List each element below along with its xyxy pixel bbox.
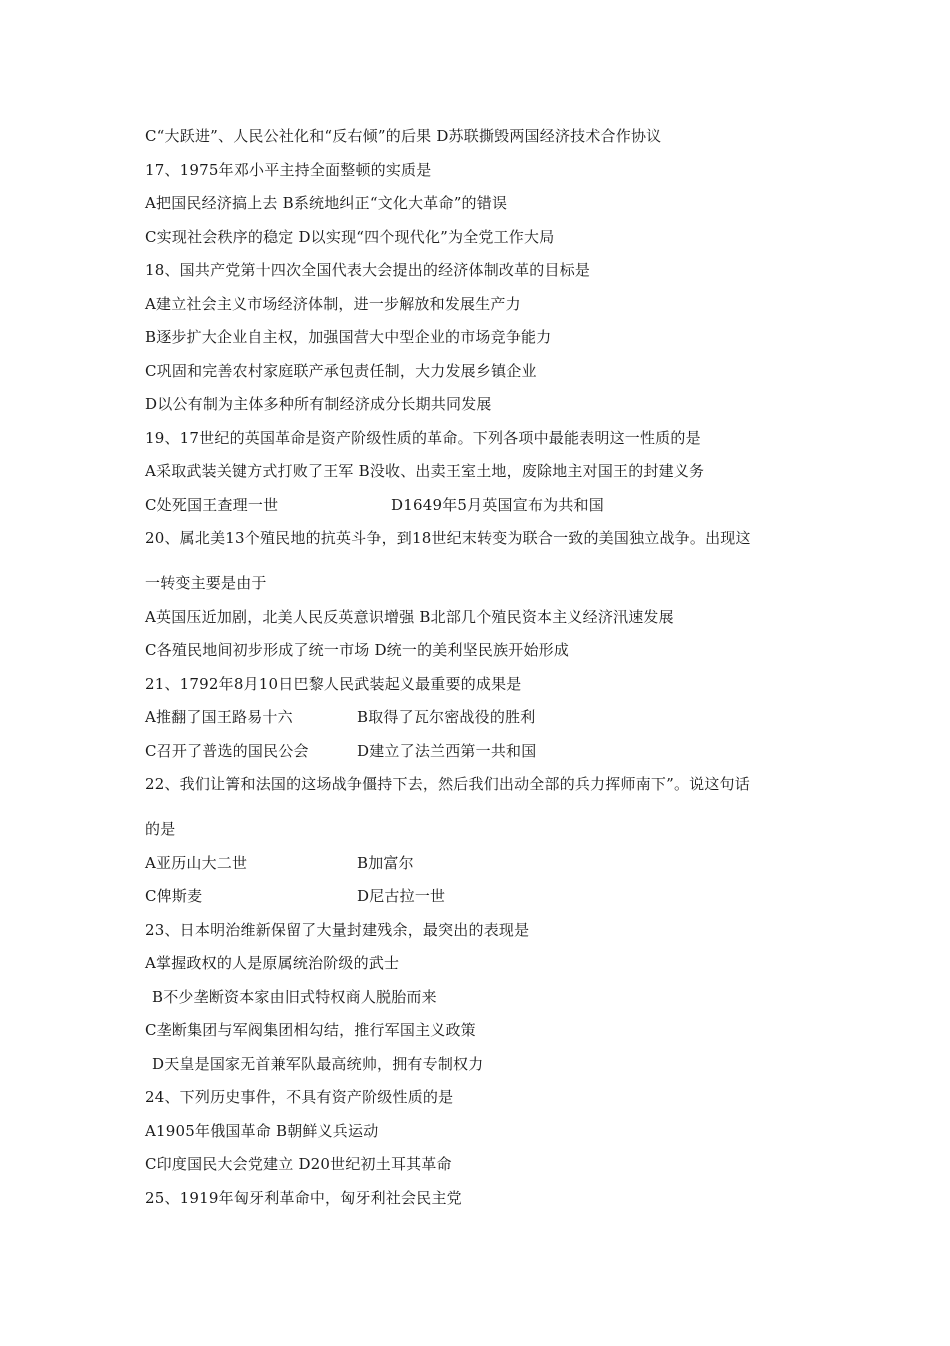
q21-option-b: B取得了瓦尔密战役的胜利 — [357, 708, 536, 726]
q19-stem: 19、17世纪的英国革命是资产阶级性质的革命。下列各项中最能表明这一性质的是 — [145, 428, 701, 447]
document-body — [145, 120, 815, 1215]
q24-option-ab: A1905年俄国革命 B朝鲜义兵运动 — [145, 1121, 379, 1140]
q19-option-d: D1649年5月英国宣布为共和国 — [391, 495, 604, 514]
q18-option-b: B逐步扩大企业自主权，加强国营大中型企业的市场竞争能力 — [145, 328, 552, 346]
q23-option-d: D天皇是国家无首兼军队最高统帅，拥有专制权力 — [152, 1054, 484, 1073]
q23-option-b: B不少垄断资本家由旧式特权商人脱胎而来 — [152, 987, 437, 1006]
q17-option-ab: A把国民经济搞上去 B系统地纠正“文化大革命”的错误 — [145, 194, 508, 212]
q18-option-c: C巩固和完善农村家庭联产承包责任制，大力发展乡镇企业 — [145, 361, 537, 380]
q22-stem-line1: 22、我们让箐和法国的这场战争僵持下去，然后我们出动全部的兵力挥师南下”。说这句话 — [145, 775, 750, 793]
q21-option-d: D建立了法兰西第一共和国 — [357, 741, 537, 760]
q22-option-b: B加富尔 — [357, 853, 414, 872]
q21-option-c: C召开了普选的国民公会 — [145, 741, 309, 760]
q22-option-d: D尼古拉一世 — [357, 887, 446, 905]
q18-option-d: D以公有制为主体多种所有制经济成分长期共同发展 — [145, 395, 492, 413]
q23-option-c: C垄断集团与军阀集团相勾结，推行军国主义政策 — [145, 1021, 476, 1039]
q22-option-cd — [145, 880, 815, 914]
q19-option-c: C处死国王查理一世 — [145, 495, 279, 514]
q18-option-a: A建立社会主义市场经济体制，进一步解放和发展生产力 — [145, 294, 521, 313]
q22-option-ab — [145, 847, 815, 881]
q19-option-ab: A采取武装关键方式打败了王军 B没收、出卖王室土地，废除地主对国王的封建义务 — [145, 462, 705, 480]
q18-stem: 18、国共产党第十四次全国代表大会提出的经济体制改革的目标是 — [145, 261, 591, 279]
q20-option-ab: A英国压近加剧，北美人民反英意识增强 B北部几个殖民资本主义经济汛速发展 — [145, 607, 674, 626]
q25-stem: 25、1919年匈牙利革命中，匈牙利社会民主党 — [145, 1188, 462, 1207]
q20-option-cd: C各殖民地间初步形成了统一市场 D统一的美利坚民族开始形成 — [145, 641, 570, 659]
q22-option-c: C俾斯麦 — [145, 887, 203, 905]
q24-stem: 24、下列历史事件，不具有资产阶级性质的是 — [145, 1088, 454, 1106]
q22-option-a: A亚历山大二世 — [145, 853, 248, 872]
q21-option-ab — [145, 701, 815, 735]
q17-option-cd: C实现社会秩序的稳定 D以实现“四个现代化”为全党工作大局 — [145, 227, 555, 246]
q21-option-a: A推翻了国王路易十六 — [145, 708, 293, 726]
q21-option-cd — [145, 735, 815, 769]
q23-option-a: A掌握政权的人是原属统治阶级的武士 — [145, 954, 400, 972]
q19-option-cd — [145, 489, 815, 523]
q23-stem: 23、日本明治维新保留了大量封建残余，最突出的表现是 — [145, 920, 530, 939]
q24-option-cd: C印度国民大会党建立 D20世纪初土耳其革命 — [145, 1155, 452, 1173]
q17-stem: 17、1975年邓小平主持全面整顿的实质是 — [145, 160, 432, 179]
q16-option-cd: C“大跃进”、人民公社化和“反右倾”的后果 D苏联撕毁两国经济技术合作协议 — [145, 127, 662, 145]
q20-stem-line2: 一转变主要是由于 — [145, 574, 267, 592]
q21-stem: 21、1792年8月10日巴黎人民武装起义最重要的成果是 — [145, 674, 522, 693]
q22-stem-line2: 的是 — [145, 820, 176, 838]
q20-stem-line1: 20、属北美13个殖民地的抗英斗争，到18世纪末转变为联合一致的美国独立战争。出现这 — [145, 529, 751, 547]
